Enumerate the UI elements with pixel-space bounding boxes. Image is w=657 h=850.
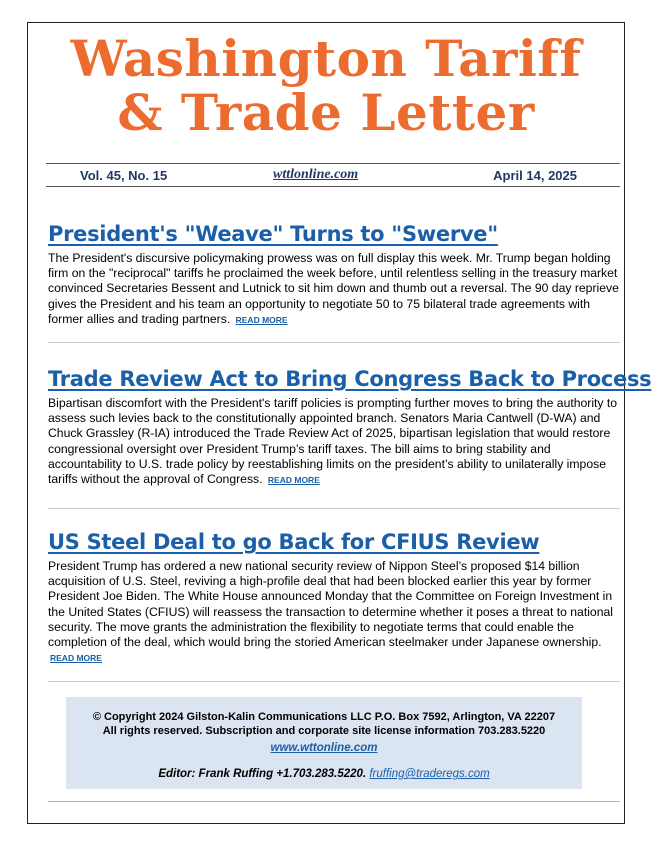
issue-bar [46, 166, 620, 185]
article-body [48, 396, 620, 488]
masthead-line-1: Washington Tariff [70, 29, 582, 88]
article-body [48, 559, 620, 666]
article-divider [48, 342, 620, 343]
editor-credit [66, 768, 582, 780]
bottom-rule [48, 801, 620, 802]
editor-text: Editor: Frank Ruffing +1.703.283.5220. [158, 768, 367, 780]
read-more-link[interactable]: READ MORE [50, 653, 102, 664]
masthead-line-2: & Trade Letter [117, 83, 535, 142]
copyright-notice [66, 710, 582, 738]
issue-volume: Vol. 45, No. 15 [80, 168, 168, 183]
article-3 [48, 530, 620, 666]
article-body-text: President Trump has ordered a new national security review of Nippon Steel’s proposed $14 billion acquisition of U.S. Steel, reviving a high-profile deal that had been blocked earlier this year by former President Joe Biden. The White House announced Monday that the Committee on Foreign Investment in the United States (CFIUS) will reassess the transaction to determine whether it poses a threat to national security. The move grants the administration the flexibility to negotiate terms that could enable the completion of the deal, which would bring the storied American steelmaker under Japanese ownership. [48, 559, 613, 650]
copyright-line-2: All rights reserved. Subscription and corporate site license information 703.283.5220 [102, 725, 546, 737]
footer-site-link[interactable]: www.wttonline.com [270, 742, 378, 754]
editor-email-link[interactable]: fruffing@traderegs.com [369, 768, 490, 780]
article-headline[interactable]: Trade Review Act to Bring Congress Back to Process [48, 367, 652, 391]
read-more-link[interactable]: READ MORE [235, 314, 288, 325]
article-divider [48, 681, 620, 682]
article-headline[interactable]: President's "Weave" Turns to "Swerve" [48, 222, 498, 246]
article-2 [48, 367, 652, 488]
footer-box [66, 697, 582, 789]
article-headline[interactable]: US Steel Deal to go Back for CFIUS Review [48, 530, 540, 554]
article-body-text: The President's discursive policymaking prowess was on full display this week. Mr. Trump began holding firm on the "reciprocal" tariffs he proclaimed the week before, until relentless selling in the treasury market convinced Secretaries Bessent and Lutnick to sit him down and thumb out a reversal. The 90 day reprieve gives the President and his team an opportunity to negotiate 50 to 75 bilateral trade agreements with former allies and trading partners. [48, 251, 619, 326]
issue-bar-bottom-rule [46, 186, 620, 187]
read-more-link[interactable]: READ MORE [267, 475, 320, 486]
article-divider [48, 508, 620, 509]
issue-date: April 14, 2025 [493, 168, 577, 183]
article-body-text: Bipartisan discomfort with the President's tariff policies is prompting further moves to bring the authority to assess such levies back to the constitutionally appointed branch. Senators Maria Cantwell (D-WA) and Chuck Grassley (R-IA) introduced the Trade Review Act of 2025, bipartisan legislation that would restore congressional oversight over President Trump’s tariff taxes. The bill aims to bring stability and accountability to U.S. trade policy by reestablishing limits on the president’s ability to unilaterally impose tariffs without the approval of Congress. [48, 396, 618, 487]
copyright-line-1: © Copyright 2024 Gilston-Kalin Communications LLC P.O. Box 7592, Arlington, VA 22207 [92, 711, 556, 723]
issue-bar-top-rule [46, 163, 620, 164]
article-1 [48, 222, 620, 328]
issue-site-link[interactable]: wttlonline.com [273, 167, 359, 182]
article-body [48, 251, 620, 328]
masthead-logo [27, 29, 625, 142]
